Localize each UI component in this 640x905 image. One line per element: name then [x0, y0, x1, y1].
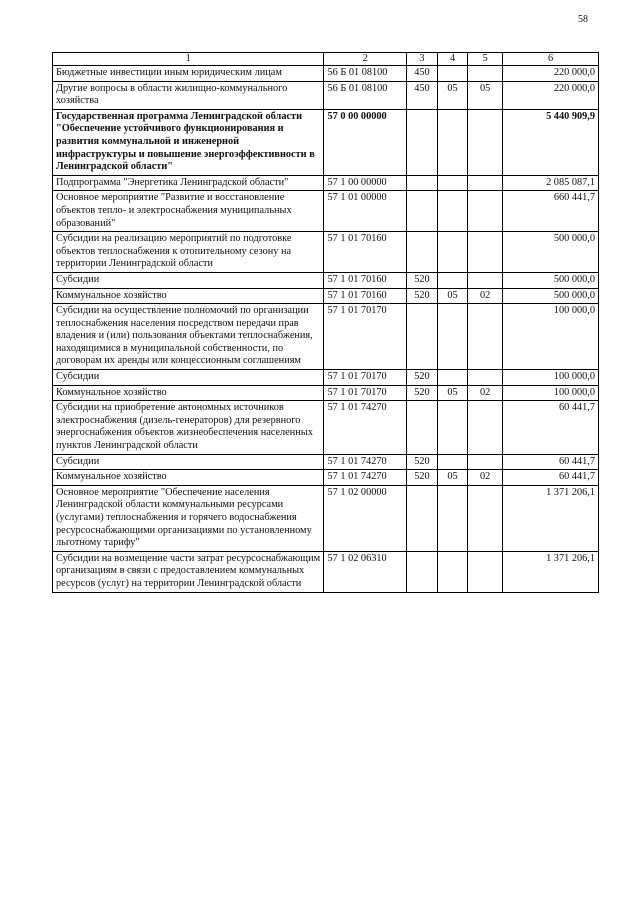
table-row — [53, 272, 599, 288]
expense-type-cell: 520 — [407, 470, 438, 486]
subsection-cell — [468, 272, 503, 288]
subsection-cell — [468, 232, 503, 273]
item-name-cell: Субсидии на приобретение автономных источников электроснабжения (дизель-генераторов) для резервного энергоснабжения объектов жизнеобеспечения населенных пунктов Ленинградской области — [53, 401, 324, 454]
table-row — [53, 454, 599, 470]
target-code-cell: 57 1 01 70170 — [324, 304, 407, 370]
table-row — [53, 81, 599, 109]
target-code-cell: 56 Б 01 08100 — [324, 66, 407, 82]
amount-cell: 1 371 206,1 — [503, 551, 599, 592]
section-cell — [437, 272, 468, 288]
subsection-cell — [468, 485, 503, 551]
expense-type-cell — [407, 175, 438, 191]
table-row — [53, 175, 599, 191]
section-cell: 05 — [437, 288, 468, 304]
item-name-cell: Коммунальное хозяйство — [53, 385, 324, 401]
section-cell — [437, 232, 468, 273]
expense-type-cell: 520 — [407, 272, 438, 288]
column-header: 6 — [503, 53, 599, 66]
expense-type-cell: 520 — [407, 288, 438, 304]
expense-type-cell — [407, 304, 438, 370]
subsection-cell — [468, 109, 503, 175]
column-header: 2 — [324, 53, 407, 66]
table-row — [53, 385, 599, 401]
table-row — [53, 485, 599, 551]
expense-type-cell: 520 — [407, 385, 438, 401]
item-name-cell: Основное мероприятие "Развитие и восстановление объектов тепло- и электроснабжения муниципальных образований" — [53, 191, 324, 232]
expense-type-cell: 520 — [407, 370, 438, 386]
subsection-cell: 02 — [468, 288, 503, 304]
amount-cell: 500 000,0 — [503, 288, 599, 304]
expense-type-cell — [407, 232, 438, 273]
target-code-cell: 57 1 01 74270 — [324, 401, 407, 454]
expense-type-cell — [407, 551, 438, 592]
item-name-cell: Подпрограмма "Энергетика Ленинградской области" — [53, 175, 324, 191]
subsection-cell — [468, 454, 503, 470]
section-cell — [437, 175, 468, 191]
subsection-cell — [468, 66, 503, 82]
amount-cell: 220 000,0 — [503, 66, 599, 82]
amount-cell: 60 441,7 — [503, 401, 599, 454]
target-code-cell: 57 1 01 00000 — [324, 191, 407, 232]
item-name-cell: Субсидии — [53, 454, 324, 470]
expense-type-cell — [407, 191, 438, 232]
amount-cell: 100 000,0 — [503, 304, 599, 370]
item-name-cell: Субсидии на осуществление полномочий по организации теплоснабжения населения посредством передачи прав владения и (или) пользования объектами теплоснабжения, находящимися в муниципальной собственности, по договорам их аренды или концессионным соглашениям — [53, 304, 324, 370]
target-code-cell: 56 Б 01 08100 — [324, 81, 407, 109]
item-name-cell: Бюджетные инвестиции иным юридическим лицам — [53, 66, 324, 82]
section-cell: 05 — [437, 385, 468, 401]
section-cell — [437, 454, 468, 470]
target-code-cell: 57 1 02 00000 — [324, 485, 407, 551]
item-name-cell: Другие вопросы в области жилищно-коммунального хозяйства — [53, 81, 324, 109]
table-row — [53, 191, 599, 232]
amount-cell: 100 000,0 — [503, 385, 599, 401]
section-cell: 05 — [437, 81, 468, 109]
subsection-cell — [468, 370, 503, 386]
section-cell — [437, 66, 468, 82]
table-row — [53, 109, 599, 175]
target-code-cell: 57 0 00 00000 — [324, 109, 407, 175]
section-cell: 05 — [437, 470, 468, 486]
item-name-cell: Государственная программа Ленинградской области "Обеспечение устойчивого функционирования и развития коммунальной и инженерной инфраструктуры и повышение энергоэффективности в Ленинградской области" — [53, 109, 324, 175]
table-row — [53, 232, 599, 273]
amount-cell: 5 440 909,9 — [503, 109, 599, 175]
column-header: 4 — [437, 53, 468, 66]
amount-cell: 500 000,0 — [503, 232, 599, 273]
subsection-cell — [468, 175, 503, 191]
column-header: 5 — [468, 53, 503, 66]
amount-cell: 100 000,0 — [503, 370, 599, 386]
item-name-cell: Субсидии — [53, 272, 324, 288]
expense-type-cell — [407, 109, 438, 175]
page-number: 58 — [578, 14, 588, 25]
section-cell — [437, 551, 468, 592]
target-code-cell: 57 1 00 00000 — [324, 175, 407, 191]
amount-cell: 60 441,7 — [503, 454, 599, 470]
table-row — [53, 66, 599, 82]
item-name-cell: Субсидии на возмещение части затрат ресурсоснабжающим организациям в связи с предоставлением коммунальных ресурсов (услуг) на территории Ленинградской области — [53, 551, 324, 592]
target-code-cell: 57 1 01 70160 — [324, 272, 407, 288]
table-row — [53, 370, 599, 386]
subsection-cell — [468, 304, 503, 370]
subsection-cell: 05 — [468, 81, 503, 109]
item-name-cell: Коммунальное хозяйство — [53, 288, 324, 304]
amount-cell: 660 441,7 — [503, 191, 599, 232]
section-cell — [437, 304, 468, 370]
amount-cell: 1 371 206,1 — [503, 485, 599, 551]
item-name-cell: Субсидии на реализацию мероприятий по подготовке объектов теплоснабжения к отопительному сезону на территории Ленинградской области — [53, 232, 324, 273]
item-name-cell: Субсидии — [53, 370, 324, 386]
target-code-cell: 57 1 01 74270 — [324, 470, 407, 486]
amount-cell: 500 000,0 — [503, 272, 599, 288]
expense-type-cell: 520 — [407, 454, 438, 470]
section-cell — [437, 370, 468, 386]
subsection-cell — [468, 551, 503, 592]
table-header-row — [53, 53, 599, 66]
amount-cell: 2 085 087,1 — [503, 175, 599, 191]
table-row — [53, 551, 599, 592]
table-row — [53, 304, 599, 370]
expense-type-cell: 450 — [407, 81, 438, 109]
subsection-cell: 02 — [468, 470, 503, 486]
subsection-cell: 02 — [468, 385, 503, 401]
subsection-cell — [468, 401, 503, 454]
item-name-cell: Основное мероприятие "Обеспечение населения Ленинградской области коммунальными ресурсами (услугами) теплоснабжения и горячего водоснабжения ресурсоснабжающими организациями по установленному льготному тарифу" — [53, 485, 324, 551]
target-code-cell: 57 1 01 70170 — [324, 370, 407, 386]
column-header: 1 — [53, 53, 324, 66]
target-code-cell: 57 1 01 70170 — [324, 385, 407, 401]
expense-type-cell: 450 — [407, 66, 438, 82]
budget-table — [52, 52, 599, 593]
expense-type-cell — [407, 485, 438, 551]
table-row — [53, 288, 599, 304]
table-row — [53, 401, 599, 454]
target-code-cell: 57 1 01 74270 — [324, 454, 407, 470]
column-header: 3 — [407, 53, 438, 66]
section-cell — [437, 485, 468, 551]
section-cell — [437, 401, 468, 454]
target-code-cell: 57 1 01 70160 — [324, 232, 407, 273]
amount-cell: 60 441,7 — [503, 470, 599, 486]
item-name-cell: Коммунальное хозяйство — [53, 470, 324, 486]
amount-cell: 220 000,0 — [503, 81, 599, 109]
subsection-cell — [468, 191, 503, 232]
target-code-cell: 57 1 01 70160 — [324, 288, 407, 304]
section-cell — [437, 191, 468, 232]
expense-type-cell — [407, 401, 438, 454]
table-row — [53, 470, 599, 486]
section-cell — [437, 109, 468, 175]
target-code-cell: 57 1 02 06310 — [324, 551, 407, 592]
